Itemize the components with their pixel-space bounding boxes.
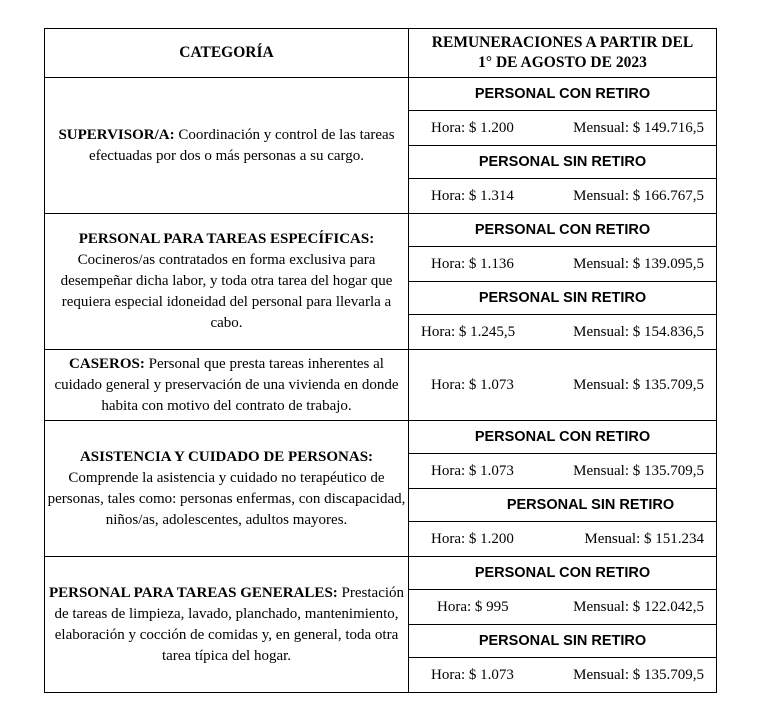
mensual-value: Mensual: $ 122.042,5: [573, 598, 704, 615]
header-category: CATEGORÍA: [45, 29, 409, 78]
category-caseros: [45, 350, 409, 421]
mensual-value: Mensual: $ 149.716,5: [573, 119, 704, 136]
category-description: Personal que presta tareas inherentes al cuidado general y preservación de una vivienda en donde habita con motivo del contrato de trabajo.: [54, 355, 399, 414]
sin-retiro-values: [409, 315, 717, 350]
con-retiro-values: [409, 247, 717, 282]
mensual-value: Mensual: $ 135.709,5: [573, 462, 704, 479]
category-supervisor: [45, 78, 409, 214]
hora-value: Hora: $ 1.245,5: [421, 323, 516, 340]
con-retiro-label: PERSONAL CON RETIRO: [409, 78, 717, 111]
mensual-value: Mensual: $ 151.234: [584, 530, 704, 547]
sin-retiro-label: PERSONAL SIN RETIRO: [409, 146, 717, 179]
mensual-value: Mensual: $ 154.836,5: [573, 323, 704, 340]
hora-value: Hora: $ 1.136: [431, 255, 514, 272]
category-title: PERSONAL PARA TAREAS ESPECÍFICAS:: [78, 231, 375, 247]
category-title: PERSONAL PARA TAREAS GENERALES:: [48, 584, 338, 601]
hora-value: Hora: $ 1.200: [431, 119, 514, 136]
mensual-value: Mensual: $ 166.767,5: [573, 187, 704, 204]
category-tareas-especificas: [45, 214, 409, 350]
hora-value: Hora: $ 1.314: [431, 187, 514, 204]
header-remuneration-line1: REMUNERACIONES A PARTIR DEL: [431, 34, 694, 51]
con-retiro-values: [409, 454, 717, 489]
row-caseros: [45, 350, 717, 421]
row-asistencia-con-label: [45, 421, 717, 454]
hora-value: Hora: $ 1.200: [431, 530, 514, 547]
category-description: Comprende la asistencia y cuidado no terapéutico de personas, tales como: personas enfermas, con discapacidad, niños/as, adolescentes, adultos mayores.: [47, 469, 406, 528]
hora-value: Hora: $ 1.073: [431, 462, 514, 479]
sin-retiro-label: PERSONAL SIN RETIRO: [409, 489, 717, 522]
category-description: Cocineros/as contratados en forma exclusiva para desempeñar dicha labor, y toda otra tarea del hogar que requiera especial idoneidad del personal para llevarla a cabo.: [60, 252, 393, 331]
sin-retiro-label: PERSONAL SIN RETIRO: [409, 625, 717, 658]
mensual-value: Mensual: $ 139.095,5: [573, 255, 704, 272]
sin-retiro-values: [409, 522, 717, 557]
category-title: SUPERVISOR/A:: [58, 126, 175, 143]
sin-retiro-label: PERSONAL SIN RETIRO: [409, 282, 717, 315]
caseros-values: [409, 350, 717, 421]
row-supervisor-con-label: [45, 78, 717, 111]
mensual-value: Mensual: $ 135.709,5: [573, 666, 704, 683]
sin-retiro-values: [409, 658, 717, 693]
category-title: CASEROS:: [69, 355, 145, 372]
header-remuneration: [409, 29, 717, 78]
row-especificas-con-label: [45, 214, 717, 247]
mensual-value: Mensual: $ 135.709,5: [573, 376, 704, 393]
hora-value: Hora: $ 1.073: [431, 376, 514, 393]
row-generales-con-label: [45, 557, 717, 590]
con-retiro-label: PERSONAL CON RETIRO: [409, 421, 717, 454]
wages-table: [44, 28, 717, 693]
hora-value: Hora: $ 1.073: [431, 666, 514, 683]
category-description: Prestación de tareas de limpieza, lavado, planchado, mantenimiento, elaboración y cocción de comidas y, en general, toda otra tarea típica del hogar.: [54, 584, 405, 664]
category-description: Coordinación y control de las tareas efectuadas por dos o más personas a su cargo.: [88, 126, 395, 164]
con-retiro-label: PERSONAL CON RETIRO: [409, 557, 717, 590]
con-retiro-label: PERSONAL CON RETIRO: [409, 214, 717, 247]
header-remuneration-line2: 1° DE AGOSTO DE 2023: [478, 54, 647, 71]
con-retiro-values: [409, 111, 717, 146]
con-retiro-values: [409, 590, 717, 625]
header-row: [45, 29, 717, 78]
sin-retiro-values: [409, 179, 717, 214]
category-asistencia-cuidado: [45, 421, 409, 557]
hora-value: Hora: $ 995: [437, 598, 509, 615]
category-tareas-generales: [45, 557, 409, 693]
category-title: ASISTENCIA Y CUIDADO DE PERSONAS:: [79, 448, 374, 465]
